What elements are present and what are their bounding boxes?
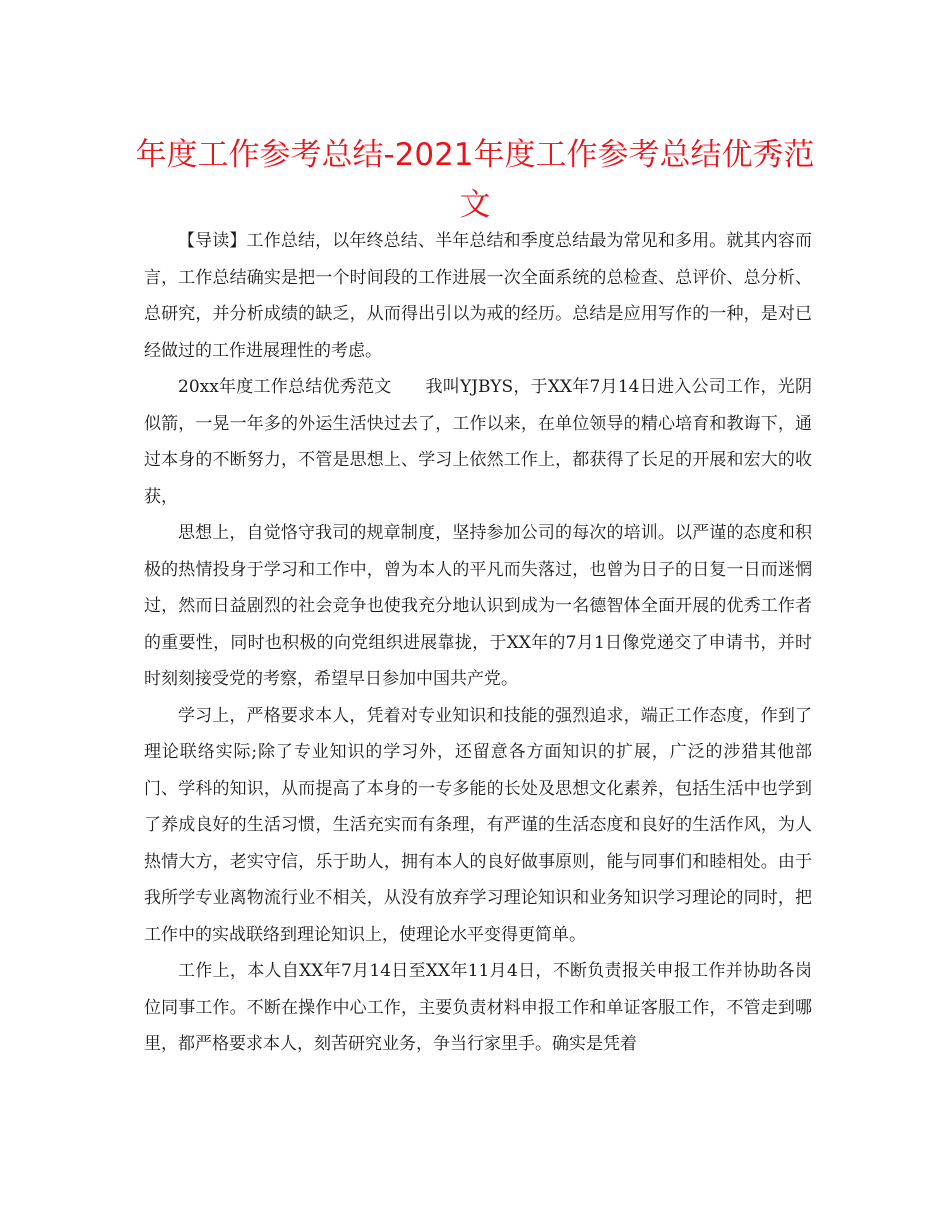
paragraph-1	[144, 369, 812, 515]
paragraph-3: 学习上，严格要求本人，凭着对专业知识和技能的强烈追求，端正工作态度，作到了理论联络实际;除了专业知识的学习外，还留意各方面知识的扩展，广泛的涉猎其他部门、学科的知识，从而提高了本身的一专多能的长处及思想文化素养，包括生活中也学到了养成良好的生活习惯，生活充实而有条理，有严谨的生活态度和良好的生活作风，为人热情大方，老实守信，乐于助人，拥有本人的良好做事原则，能与同事们和睦相处。由于我所学专业离物流行业不相关，从没有放弃学习理论知识和业务知识学习理论的同时，把工作中的实战联络到理论知识上，使理论水平变得更简单。	[144, 705, 812, 945]
paragraph-2: 思想上，自觉恪守我司的规章制度，坚持参加公司的每次的培训。以严谨的态度和积极的热情投身于学习和工作中，曾为本人的平凡而失落过，也曾为日子的日复一日而迷惘过，然而日益剧烈的社会竞争也使我充分地认识到成为一名德智体全面开展的优秀工作者的重要性，同时也积极的向党组织进展靠拢，于XX年的7月1日像党递交了申请书，并时时刻刻接受党的考察，希望早日参加中国共产党。	[144, 523, 812, 689]
intro-paragraph: 【导读】工作总结，以年终总结、半年总结和季度总结最为常见和多用。就其内容而言，工作总结确实是把一个时间段的工作进展一次全面系统的总检查、总评价、总分析、总研究，并分析成绩的缺乏，从而得出引以为戒的经历。总结是应用写作的一种，是对已经做过的工作进展理性的考虑。	[144, 231, 812, 361]
document-body	[144, 223, 812, 1063]
paragraph-4: 工作上，本人自XX年7月14日至XX年11月4日，不断负责报关申报工作并协助各岗位同事工作。不断在操作中心工作，主要负责材料申报工作和单证客服工作，不管走到哪里，都严格要求本人，刻苦研究业务，争当行家里手。确实是凭着	[144, 961, 812, 1054]
paragraph-1-text: 我叫YJBYS，于XX年7月14日进入公司工作，光阴似箭，一晃一年多的外运生活快过去了，工作以来，在单位领导的精心培育和教诲下，通过本身的不断努力，不管是思想上、学习上依然工作上，都获得了长足的开展和宏大的收获，	[144, 377, 812, 507]
paragraph-1-heading: 20xx年度工作总结优秀范文	[178, 377, 392, 397]
document-title: 年度工作参考总结-2021年度工作参考总结优秀范文	[135, 137, 815, 223]
